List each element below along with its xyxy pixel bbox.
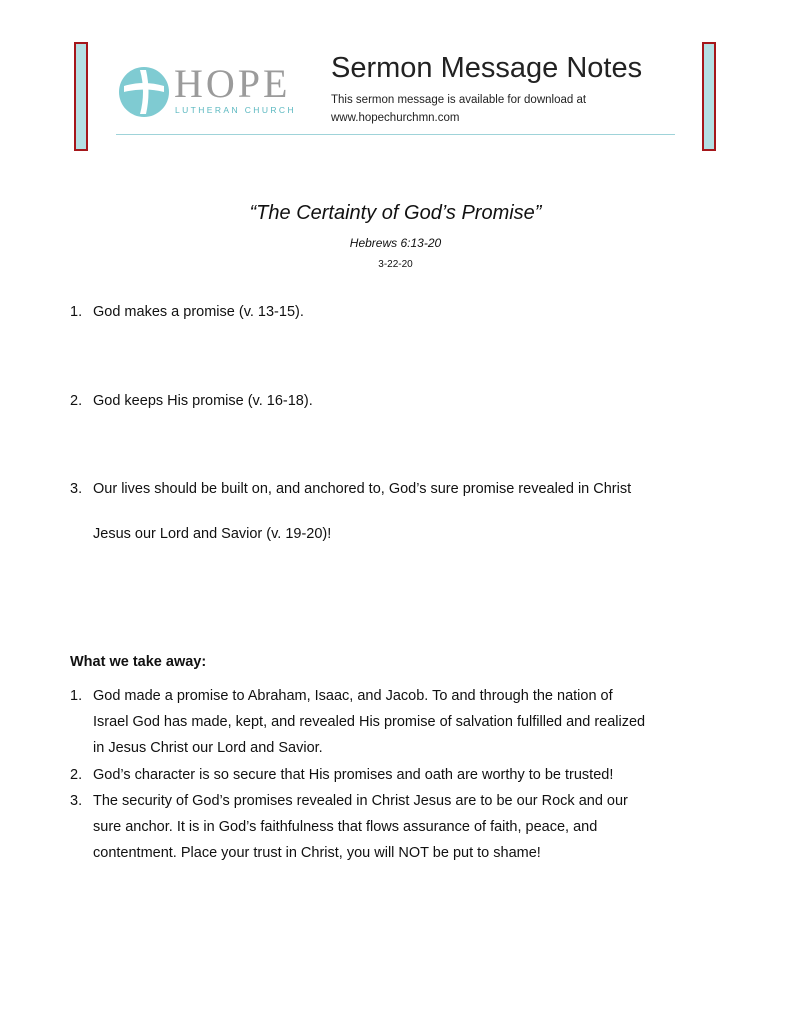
takeaway-item xyxy=(70,683,730,761)
takeaway-number: 3. xyxy=(70,793,83,809)
sermon-date: 3-22-20 xyxy=(378,259,413,270)
takeaway-number: 2. xyxy=(70,767,83,783)
logo-wordmark: HOPE xyxy=(174,61,291,106)
point-number: 3. xyxy=(70,481,83,497)
point-text: God makes a promise (v. 13-15). xyxy=(93,304,304,320)
takeaway-item xyxy=(70,762,730,788)
sermon-title: “The Certainty of God’s Promise” xyxy=(249,202,542,224)
point-text: God keeps His promise (v. 16-18). xyxy=(93,393,313,409)
takeaway-item xyxy=(70,788,730,866)
point-number: 2. xyxy=(70,393,83,409)
right-decorative-bar xyxy=(702,42,716,151)
takeaway-line: contentment. Place your trust in Christ, you will NOT be put to shame! xyxy=(93,845,541,861)
header-title: Sermon Message Notes xyxy=(331,52,643,84)
takeaway-line: Israel God has made, kept, and revealed His promise of salvation fulfilled and realized xyxy=(93,714,646,730)
download-note: This sermon message is available for download at xyxy=(331,94,587,106)
logo-subtitle: LUTHERAN CHURCH xyxy=(175,105,297,115)
scripture-reference: Hebrews 6:13-20 xyxy=(349,236,442,250)
takeaway-line: sure anchor. It is in God’s faithfulness that flows assurance of faith, peace, and xyxy=(93,819,598,835)
church-logo xyxy=(118,62,308,122)
point-text: Our lives should be built on, and anchored to, God’s sure promise revealed in Christ xyxy=(93,481,632,497)
takeaway-line: God’s character is so secure that His promises and oath are worthy to be trusted! xyxy=(93,767,614,783)
website-link[interactable]: www.hopechurchmn.com xyxy=(331,112,460,124)
takeaway-line: God made a promise to Abraham, Isaac, and Jacob. To and through the nation of xyxy=(93,688,613,704)
takeaway-line: in Jesus Christ our Lord and Savior. xyxy=(93,740,323,756)
header-divider xyxy=(116,134,675,135)
point-number: 1. xyxy=(70,304,83,320)
point-text-continued: Jesus our Lord and Savior (v. 19-20)! xyxy=(93,526,332,542)
left-decorative-bar xyxy=(74,42,88,151)
takeaway-heading: What we take away: xyxy=(70,654,207,670)
takeaway-number: 1. xyxy=(70,688,83,704)
takeaway-line: The security of God’s promises revealed in Christ Jesus are to be our Rock and our xyxy=(93,793,628,809)
cross-circle-icon xyxy=(118,66,170,118)
